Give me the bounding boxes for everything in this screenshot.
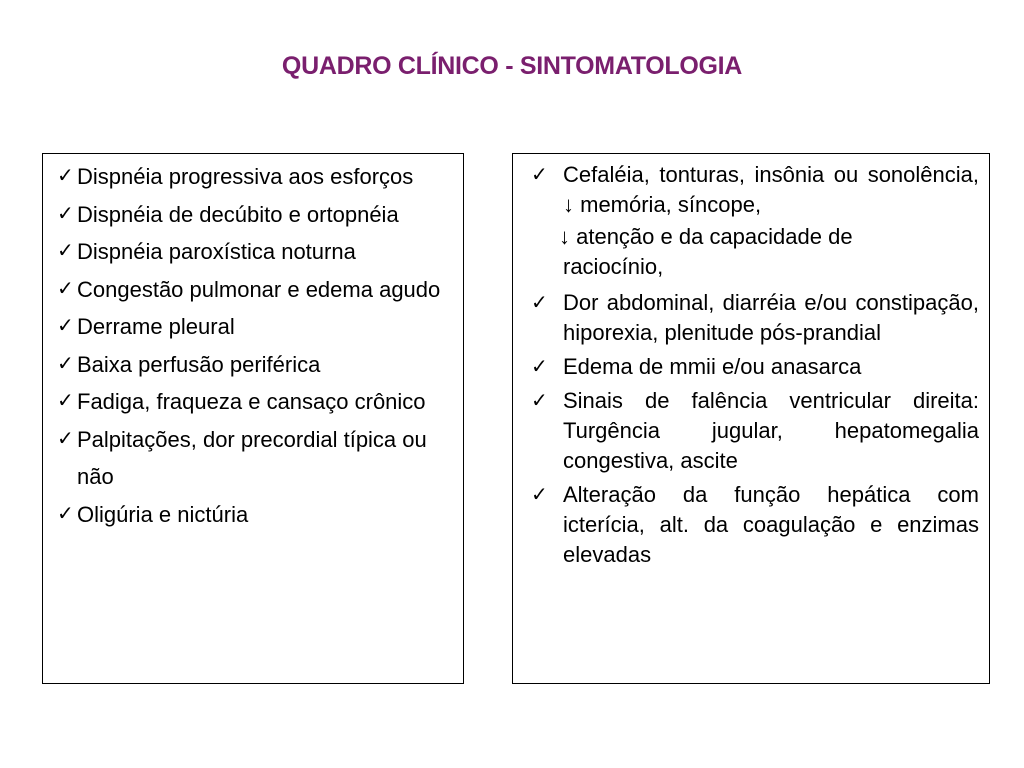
checkmark-icon: ✓: [57, 202, 74, 225]
checkmark-icon: ✓: [531, 292, 548, 314]
list-item: ✓ Dispnéia progressiva aos esforços: [53, 158, 453, 196]
list-item: ✓ Baixa perfusão periférica: [53, 346, 453, 384]
checkmark-icon: ✓: [57, 502, 74, 525]
checkmark-icon: ✓: [57, 427, 74, 450]
checkmark-icon: ✓: [531, 164, 548, 186]
list-item: ✓ Sinais de falência ventricular direita: Turgência jugular, hepatomegalia congestiva, ascite: [531, 388, 979, 473]
list-item: ✓ Cefaléia, tonturas, insônia ou sonolência, ↓ memória, síncope,: [531, 162, 979, 217]
list-item: ✓ Congestão pulmonar e edema agudo: [53, 271, 453, 309]
checkmark-icon: ✓: [531, 390, 548, 412]
list-item: ✓ Oligúria e nictúria: [53, 496, 453, 534]
left-symptom-box: [42, 153, 464, 684]
right-symptom-list: [523, 160, 979, 570]
list-item: ✓ Fadiga, fraqueza e cansaço crônico: [53, 383, 453, 421]
list-item-continuation: ↓ atenção e da capacidade de raciocínio,: [559, 224, 853, 279]
checkmark-icon: ✓: [57, 315, 74, 337]
list-item: ✓ Dispnéia de decúbito e ortopnéia: [53, 196, 453, 234]
list-item: ✓ Edema de mmii e/ou anasarca: [523, 352, 979, 382]
list-item: ✓ Dispnéia paroxística noturna: [53, 233, 453, 271]
checkmark-icon: ✓: [57, 240, 74, 262]
checkmark-icon: ✓: [57, 390, 74, 412]
checkmark-icon: ✓: [531, 356, 548, 378]
page-title: QUADRO CLÍNICO - SINTOMATOLOGIA: [281, 52, 743, 80]
list-item: ✓ Derrame pleural: [53, 308, 453, 346]
checkmark-icon: ✓: [531, 484, 548, 506]
checkmark-icon: ✓: [57, 165, 74, 187]
left-symptom-list: [53, 158, 453, 533]
checkmark-icon: ✓: [57, 352, 74, 375]
list-item: ✓ Dor abdominal, diarréia e/ou constipação, hiporexia, plenitude pós-prandial: [531, 290, 979, 345]
list-item: ✓ Alteração da função hepática com icterícia, alt. da coagulação e enzimas elevadas: [531, 482, 979, 567]
right-symptom-box: [512, 153, 990, 684]
list-item: ✓ Palpitações, dor precordial típica ou não: [53, 421, 453, 496]
checkmark-icon: ✓: [57, 277, 74, 300]
